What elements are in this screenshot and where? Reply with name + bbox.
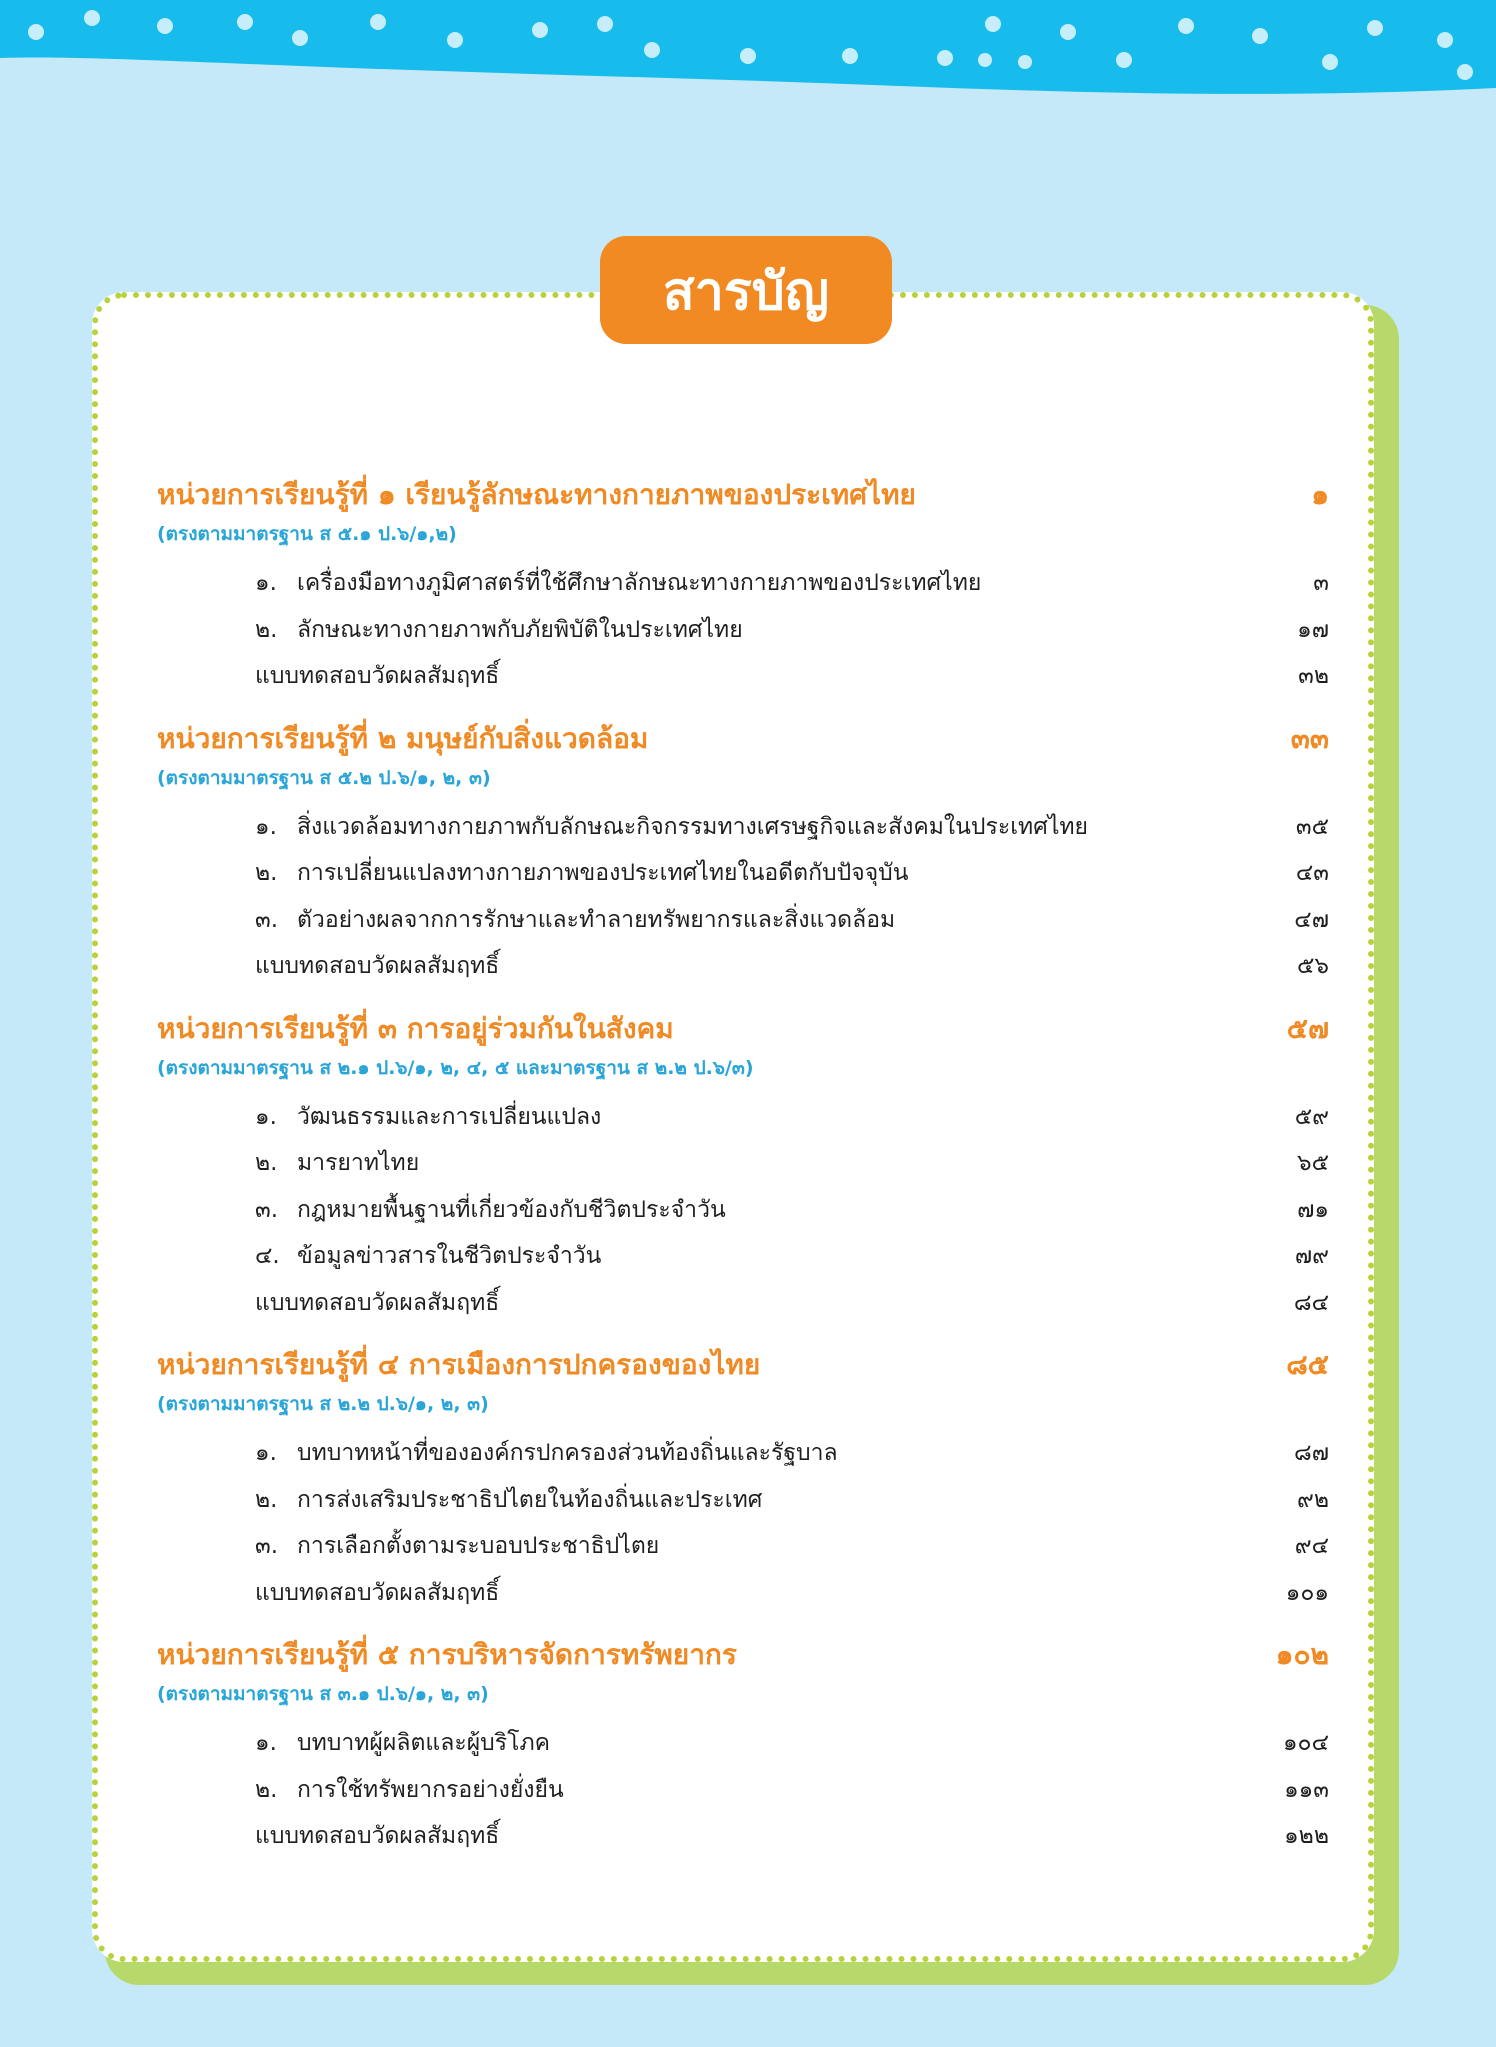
entry-page-number: ๗๙	[1294, 1243, 1329, 1269]
entry-text: มารยาทไทย	[297, 1150, 420, 1176]
entry-number: ๓.	[255, 1196, 279, 1223]
toc-unit	[157, 1340, 1329, 1616]
entry-page-number: ๙๔	[1294, 1533, 1329, 1559]
entry-text: ลักษณะทางกายภาพกับภัยพิบัติในประเทศไทย	[297, 616, 743, 643]
entry-number: ๔.	[255, 1243, 280, 1269]
entry-text: แบบทดสอบวัดผลสัมฤทธิ์	[255, 663, 500, 689]
unit-page-number: ๑๐๒	[1275, 1638, 1329, 1671]
toc-entry[interactable]	[157, 943, 1329, 990]
unit-page-number: ๑	[1311, 478, 1329, 511]
unit-standard: (ตรงตามมาตรฐาน ส ๕.๑ ป.๖/๑,๒)	[157, 523, 457, 545]
entry-page-number: ๑๐๔	[1282, 1730, 1329, 1756]
toc-entry[interactable]	[157, 1767, 1329, 1814]
toc-entry[interactable]	[157, 653, 1329, 700]
unit-page-number: ๓๓	[1290, 721, 1329, 755]
entry-page-number: ๔๗	[1294, 906, 1329, 933]
entry-page-number: ๓๕	[1295, 813, 1329, 840]
entry-page-number: ๘๔	[1293, 1289, 1329, 1316]
entry-label	[255, 1477, 762, 1524]
entry-number: ๒.	[255, 1776, 278, 1803]
entry-text: แบบทดสอบวัดผลสัมฤทธิ์	[255, 1289, 500, 1316]
unit-standard: (ตรงตามมาตรฐาน ส ๕.๒ ป.๖/๑, ๒, ๓)	[157, 766, 491, 789]
entry-text: แบบทดสอบวัดผลสัมฤทธิ์	[255, 1579, 500, 1606]
entry-text: วัฒนธรรมและการเปลี่ยนแปลง	[297, 1103, 602, 1130]
unit-page-number: ๕๗	[1286, 1011, 1329, 1045]
unit-heading[interactable]	[157, 1630, 1329, 1680]
toc-entry[interactable]	[157, 607, 1329, 654]
entry-page-number: ๙๒	[1296, 1486, 1329, 1513]
entry-number: ๑.	[255, 570, 277, 596]
toc-title: สารบัญ	[600, 236, 892, 344]
entry-text: แบบทดสอบวัดผลสัมฤทธิ์	[255, 953, 500, 979]
entry-text: สิ่งแวดล้อมทางกายภาพกับลักษณะกิจกรรมทางเศรษฐกิจและสังคมในประเทศไทย	[297, 813, 1089, 840]
entry-label	[255, 607, 743, 654]
entry-number: ๒.	[255, 860, 278, 886]
entry-label	[255, 1280, 499, 1327]
toc-unit	[157, 1004, 1329, 1327]
entry-label	[255, 850, 909, 897]
toc-entry[interactable]	[157, 1140, 1329, 1187]
entry-page-number: ๔๓	[1295, 860, 1329, 886]
toc-entry[interactable]	[157, 1720, 1329, 1767]
entry-page-number: ๗๑	[1297, 1196, 1329, 1223]
entry-label	[255, 1233, 601, 1280]
entry-label	[255, 1523, 659, 1570]
entry-label	[255, 943, 499, 990]
entry-label	[255, 1430, 838, 1477]
entry-page-number: ๕๙	[1294, 1103, 1329, 1130]
entry-text: เครื่องมือทางภูมิศาสตร์ที่ใช้ศึกษาลักษณะทางกายภาพของประเทศไทย	[297, 570, 982, 596]
entry-text: การใช้ทรัพยากรอย่างยั่งยืน	[297, 1776, 564, 1803]
unit-heading[interactable]	[157, 1004, 1329, 1054]
entry-text: การเลือกตั้งตามระบอบประชาธิปไตย	[297, 1533, 660, 1559]
entry-number: ๑.	[255, 1440, 277, 1466]
entry-text: แบบทดสอบวัดผลสัมฤทธิ์	[255, 1823, 500, 1849]
entry-label	[255, 1813, 499, 1860]
toc-entry[interactable]	[157, 1233, 1329, 1280]
entry-label	[255, 1094, 601, 1141]
entry-label	[255, 1720, 550, 1767]
toc-entry[interactable]	[157, 1187, 1329, 1234]
entry-text: บทบาทหน้าที่ขององค์กรปกครองส่วนท้องถิ่นและรัฐบาล	[297, 1440, 838, 1466]
table-of-contents	[157, 470, 1329, 1874]
entry-text: การส่งเสริมประชาธิปไตยในท้องถิ่นและประเทศ	[297, 1486, 763, 1513]
entry-page-number: ๓๒	[1298, 663, 1329, 689]
toc-entry[interactable]	[157, 1523, 1329, 1570]
entry-page-number: ๑๑๓	[1284, 1776, 1329, 1803]
entry-page-number: ๑๒๒	[1284, 1823, 1329, 1849]
unit-title: หน่วยการเรียนรู้ที่ ๔ การเมืองการปกครองของไทย	[157, 1348, 761, 1381]
entry-text: กฎหมายพื้นฐานที่เกี่ยวข้องกับชีวิตประจำวัน	[297, 1196, 726, 1223]
toc-entry[interactable]	[157, 1813, 1329, 1860]
toc-unit	[157, 470, 1329, 700]
entry-number: ๑.	[255, 1730, 277, 1756]
entry-text: การเปลี่ยนแปลงทางกายภาพของประเทศไทยในอดีตกับปัจจุบัน	[297, 860, 909, 886]
toc-entry[interactable]	[157, 1094, 1329, 1141]
toc-entry[interactable]	[157, 850, 1329, 897]
toc-entry[interactable]	[157, 1477, 1329, 1524]
toc-entry[interactable]	[157, 804, 1329, 851]
entry-page-number: ๖๕	[1296, 1150, 1329, 1176]
entry-text: บทบาทผู้ผลิตและผู้บริโภค	[297, 1730, 551, 1756]
entry-label	[255, 1570, 499, 1617]
entry-number: ๑.	[255, 813, 277, 840]
unit-heading[interactable]	[157, 714, 1329, 764]
unit-heading[interactable]	[157, 1340, 1329, 1390]
entry-label	[255, 1767, 564, 1814]
unit-title: หน่วยการเรียนรู้ที่ ๒ มนุษย์กับสิ่งแวดล้อม	[157, 721, 649, 755]
entry-page-number: ๑๗	[1297, 616, 1329, 643]
entry-number: ๑.	[255, 1103, 277, 1130]
entry-label	[255, 653, 499, 700]
entry-number: ๒.	[255, 616, 278, 643]
entry-number: ๓.	[255, 906, 279, 933]
entry-label	[255, 1140, 419, 1187]
toc-unit	[157, 714, 1329, 990]
entry-label	[255, 560, 981, 607]
entry-label	[255, 897, 895, 944]
toc-entry[interactable]	[157, 1280, 1329, 1327]
unit-title: หน่วยการเรียนรู้ที่ ๓ การอยู่ร่วมกันในสังคม	[157, 1011, 674, 1045]
entry-page-number: ๕๖	[1296, 953, 1329, 979]
toc-entry[interactable]	[157, 1430, 1329, 1477]
toc-unit	[157, 1630, 1329, 1860]
toc-entry[interactable]	[157, 560, 1329, 607]
toc-entry[interactable]	[157, 1570, 1329, 1617]
entry-label	[255, 804, 1088, 851]
entry-text: ตัวอย่างผลจากการรักษาและทำลายทรัพยากรและสิ่งแวดล้อม	[297, 906, 896, 933]
toc-entry[interactable]	[157, 897, 1329, 944]
top-wave-banner	[0, 0, 1496, 110]
entry-number: ๒.	[255, 1150, 278, 1176]
entry-number: ๒.	[255, 1486, 278, 1513]
unit-title: หน่วยการเรียนรู้ที่ ๕ การบริหารจัดการทรัพยากร	[157, 1638, 737, 1671]
unit-standard: (ตรงตามมาตรฐาน ส ๒.๒ ป.๖/๑, ๒, ๓)	[157, 1393, 489, 1415]
entry-label	[255, 1187, 726, 1234]
unit-page-number: ๘๕	[1286, 1348, 1329, 1381]
entry-number: ๓.	[255, 1533, 279, 1559]
unit-standard: (ตรงตามมาตรฐาน ส ๒.๑ ป.๖/๑, ๒, ๔, ๕ และมาตรฐาน ส ๒.๒ ป.๖/๓)	[157, 1056, 754, 1079]
entry-page-number: ๘๗	[1293, 1440, 1329, 1466]
entry-page-number: ๓	[1313, 570, 1329, 596]
entry-text: ข้อมูลข่าวสารในชีวิตประจำวัน	[297, 1243, 602, 1269]
unit-heading[interactable]	[157, 470, 1329, 520]
unit-standard: (ตรงตามมาตรฐาน ส ๓.๑ ป.๖/๑, ๒, ๓)	[157, 1683, 489, 1705]
unit-title: หน่วยการเรียนรู้ที่ ๑ เรียนรู้ลักษณะทางกายภาพของประเทศไทย	[157, 478, 916, 511]
entry-page-number: ๑๐๑	[1285, 1579, 1329, 1606]
